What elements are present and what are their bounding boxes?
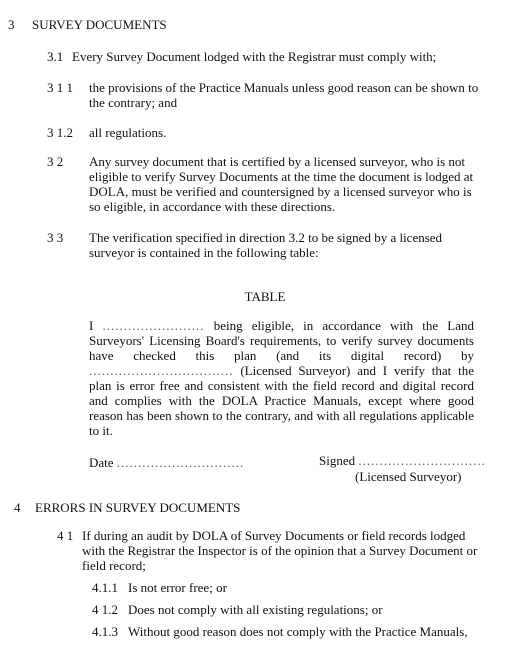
table-title: TABLE — [244, 289, 286, 304]
section-4-number: 4 — [14, 500, 21, 515]
clause-3-1-text: Every Survey Document lodged with the Registrar must comply with; — [72, 49, 437, 64]
clause-3-3-number: 3 3 — [47, 230, 64, 245]
clause-3-1-2-text: all regulations. — [89, 125, 167, 140]
section-3-heading: SURVEY DOCUMENTS — [32, 17, 167, 32]
signed-label: Signed — [319, 453, 356, 468]
clause-3-1-1-text: the provisions of the Practice Manuals unless good reason can be shown to the contrary; and — [89, 80, 479, 110]
clause-4-1-text: If during an audit by DOLA of Survey Documents or field records lodged with the Registrar the Inspector is of the opinion that a Survey Document or field record; — [82, 528, 478, 573]
clause-3-1-number: 3.1 — [47, 49, 64, 64]
clause-4-1-2-number: 4 1.2 — [92, 602, 118, 617]
licensed-surveyor-caption: (Licensed Surveyor) — [355, 469, 462, 484]
verification-paragraph — [89, 318, 474, 438]
date-line — [89, 455, 244, 470]
date-blank: .............................. — [116, 455, 245, 470]
section-4-heading: ERRORS IN SURVEY DOCUMENTS — [35, 500, 241, 515]
date-label: Date — [89, 455, 114, 470]
surveyor-name-blank: ........................ — [102, 318, 205, 333]
verification-text-2: (Licensed Surveyor) and I verify that the plan is error free and consistent with the field record and digital record and complies with the DOLA Practice Manuals, except where good reason has been shown to the contrary, and with all regulations applicable to it. — [89, 363, 474, 438]
pronoun-i: I — [89, 318, 94, 333]
clause-4-1-number: 4 1 — [57, 528, 74, 543]
verification-text-1: being eligible, in accordance with the Land Surveyors' Licensing Board's requirements, to verify survey documents have checked this plan (and its digital record) by — [89, 318, 475, 363]
clause-3-1-2-number: 3 1.2 — [47, 125, 73, 140]
clause-4-1-3-number: 4.1.3 — [92, 624, 118, 639]
clause-4-1-3-text: Without good reason does not comply with the Practice Manuals, — [128, 624, 468, 639]
clause-4-1-2-text: Does not comply with all existing regulations; or — [128, 602, 383, 617]
clause-3-2-text: Any survey document that is certified by a licensed surveyor, who is not eligible to verify Survey Documents at the time the document is lodged at DOLA, must be verified and countersigned by a licensed surveyor who is so eligible, in accordance with these directions. — [89, 154, 474, 214]
signed-line — [319, 453, 486, 468]
clause-3-2-number: 3 2 — [47, 154, 64, 169]
clause-3-3-text: The verification specified in direction 3.2 to be signed by a licensed surveyor is contained in the following table: — [89, 230, 443, 260]
clause-3-1-1-number: 3 1 1 — [47, 80, 73, 95]
licensed-surveyor-blank: .................................. — [89, 363, 234, 378]
section-3-number: 3 — [8, 17, 15, 32]
clause-4-1-1-text: Is not error free; or — [128, 580, 227, 595]
clause-4-1-1-number: 4.1.1 — [92, 580, 118, 595]
signed-blank: .............................. — [358, 453, 486, 468]
